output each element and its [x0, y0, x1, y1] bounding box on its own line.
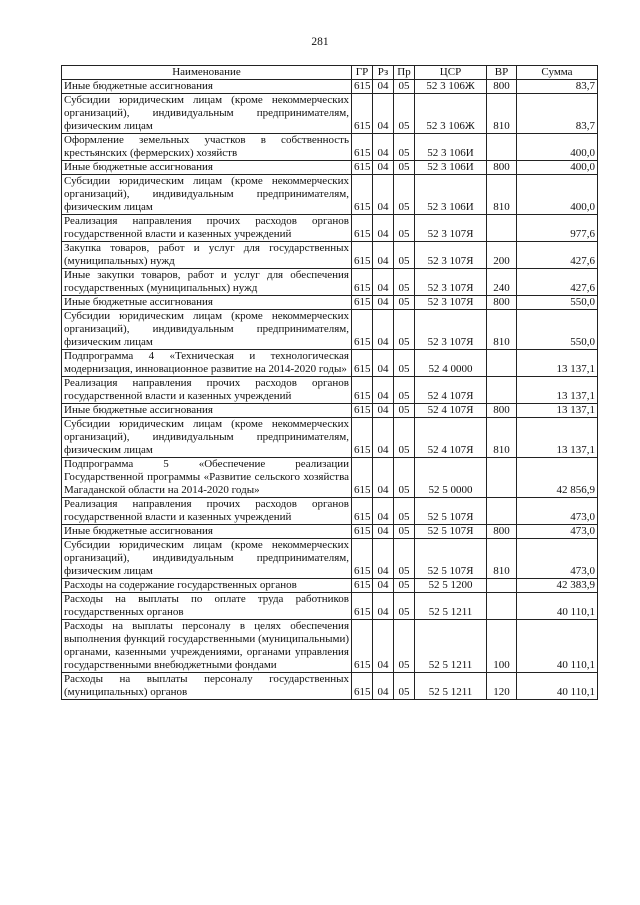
cell-csr: 52 5 1211: [415, 593, 487, 620]
cell-rz: 04: [373, 539, 394, 579]
cell-csr: 52 5 107Я: [415, 525, 487, 539]
cell-rz: 04: [373, 80, 394, 94]
cell-csr: 52 5 107Я: [415, 539, 487, 579]
cell-rz: 04: [373, 161, 394, 175]
cell-vr: 800: [487, 161, 517, 175]
table-row: [62, 161, 598, 175]
cell-vr: 120: [487, 673, 517, 700]
cell-rz: 04: [373, 377, 394, 404]
cell-vr: [487, 498, 517, 525]
cell-name: Иные бюджетные ассигнования: [62, 80, 352, 94]
cell-amount: 400,0: [517, 161, 598, 175]
cell-name: Расходы на выплаты по оплате труда работников государственных органов: [62, 593, 352, 620]
table-row: [62, 404, 598, 418]
cell-gr: 615: [352, 593, 373, 620]
table-row: [62, 525, 598, 539]
table-row: [62, 175, 598, 215]
cell-vr: 810: [487, 418, 517, 458]
cell-pr: 05: [394, 498, 415, 525]
cell-amount: 83,7: [517, 80, 598, 94]
cell-gr: 615: [352, 310, 373, 350]
cell-rz: 04: [373, 94, 394, 134]
cell-pr: 05: [394, 579, 415, 593]
cell-rz: 04: [373, 404, 394, 418]
table-row: [62, 620, 598, 673]
cell-rz: 04: [373, 458, 394, 498]
cell-amount: 13 137,1: [517, 418, 598, 458]
header-rz: Рз: [373, 66, 394, 80]
cell-pr: 05: [394, 134, 415, 161]
cell-csr: 52 3 107Я: [415, 242, 487, 269]
cell-name: Реализация направления прочих расходов органов государственной власти и казенных учреждений: [62, 377, 352, 404]
table-row: [62, 215, 598, 242]
cell-amount: 40 110,1: [517, 593, 598, 620]
cell-amount: 550,0: [517, 310, 598, 350]
cell-rz: 04: [373, 310, 394, 350]
header-gr: ГР: [352, 66, 373, 80]
cell-gr: 615: [352, 673, 373, 700]
header-csr: ЦСР: [415, 66, 487, 80]
table-row: [62, 579, 598, 593]
budget-table: [61, 65, 598, 700]
cell-csr: 52 5 1200: [415, 579, 487, 593]
page-number: 281: [311, 36, 329, 48]
cell-amount: 42 856,9: [517, 458, 598, 498]
cell-gr: 615: [352, 242, 373, 269]
header-pr: Пр: [394, 66, 415, 80]
cell-csr: 52 4 0000: [415, 350, 487, 377]
cell-amount: 473,0: [517, 539, 598, 579]
cell-gr: 615: [352, 458, 373, 498]
cell-csr: 52 3 106И: [415, 175, 487, 215]
cell-rz: 04: [373, 296, 394, 310]
cell-vr: [487, 350, 517, 377]
cell-vr: 800: [487, 80, 517, 94]
cell-rz: 04: [373, 269, 394, 296]
cell-csr: 52 5 1211: [415, 620, 487, 673]
cell-pr: 05: [394, 175, 415, 215]
cell-name: Расходы на содержание государственных органов: [62, 579, 352, 593]
cell-rz: 04: [373, 350, 394, 377]
cell-amount: 13 137,1: [517, 404, 598, 418]
cell-rz: 04: [373, 673, 394, 700]
cell-amount: 42 383,9: [517, 579, 598, 593]
cell-gr: 615: [352, 134, 373, 161]
cell-vr: 810: [487, 539, 517, 579]
cell-amount: 13 137,1: [517, 377, 598, 404]
table-row: [62, 269, 598, 296]
cell-csr: 52 3 106И: [415, 161, 487, 175]
cell-vr: 240: [487, 269, 517, 296]
cell-pr: 05: [394, 94, 415, 134]
cell-name: Подпрограмма 4 «Техническая и технологическая модернизация, инновационное развитие на 2014-2020 годы»: [62, 350, 352, 377]
cell-gr: 615: [352, 175, 373, 215]
cell-rz: 04: [373, 620, 394, 673]
cell-vr: 200: [487, 242, 517, 269]
table-row: [62, 593, 598, 620]
table-header-row: [62, 66, 598, 80]
cell-name: Субсидии юридическим лицам (кроме некоммерческих организаций), индивидуальным предпринимателям, физическим лицам: [62, 94, 352, 134]
cell-gr: 615: [352, 377, 373, 404]
cell-vr: [487, 215, 517, 242]
cell-vr: 800: [487, 404, 517, 418]
cell-name: Закупка товаров, работ и услуг для государственных (муниципальных) нужд: [62, 242, 352, 269]
cell-vr: 810: [487, 94, 517, 134]
table-row: [62, 94, 598, 134]
cell-gr: 615: [352, 404, 373, 418]
cell-amount: 400,0: [517, 134, 598, 161]
cell-name: Субсидии юридическим лицам (кроме некоммерческих организаций), индивидуальным предпринимателям, физическим лицам: [62, 175, 352, 215]
cell-amount: 550,0: [517, 296, 598, 310]
cell-vr: [487, 134, 517, 161]
cell-rz: 04: [373, 498, 394, 525]
cell-gr: 615: [352, 525, 373, 539]
table-row: [62, 80, 598, 94]
cell-csr: 52 3 107Я: [415, 310, 487, 350]
cell-gr: 615: [352, 350, 373, 377]
cell-pr: 05: [394, 418, 415, 458]
cell-name: Реализация направления прочих расходов органов государственной власти и казенных учреждений: [62, 498, 352, 525]
cell-amount: 13 137,1: [517, 350, 598, 377]
cell-csr: 52 4 107Я: [415, 404, 487, 418]
table-row: [62, 539, 598, 579]
cell-rz: 04: [373, 134, 394, 161]
table-row: [62, 134, 598, 161]
cell-vr: 800: [487, 296, 517, 310]
cell-pr: 05: [394, 215, 415, 242]
cell-name: Иные бюджетные ассигнования: [62, 404, 352, 418]
cell-name: Субсидии юридическим лицам (кроме некоммерческих организаций), индивидуальным предпринимателям, физическим лицам: [62, 418, 352, 458]
cell-name: Реализация направления прочих расходов органов государственной власти и казенных учреждений: [62, 215, 352, 242]
cell-vr: [487, 458, 517, 498]
cell-name: Расходы на выплаты персоналу государственных (муниципальных) органов: [62, 673, 352, 700]
cell-pr: 05: [394, 458, 415, 498]
header-amount: Сумма: [517, 66, 598, 80]
cell-gr: 615: [352, 161, 373, 175]
cell-gr: 615: [352, 579, 373, 593]
cell-amount: 473,0: [517, 525, 598, 539]
cell-csr: 52 3 107Я: [415, 296, 487, 310]
cell-name: Субсидии юридическим лицам (кроме некоммерческих организаций), индивидуальным предпринимателям, физическим лицам: [62, 310, 352, 350]
cell-csr: 52 3 106Ж: [415, 94, 487, 134]
cell-vr: [487, 377, 517, 404]
cell-pr: 05: [394, 377, 415, 404]
cell-csr: 52 3 106И: [415, 134, 487, 161]
cell-amount: 473,0: [517, 498, 598, 525]
cell-pr: 05: [394, 80, 415, 94]
cell-csr: 52 4 107Я: [415, 377, 487, 404]
cell-pr: 05: [394, 269, 415, 296]
cell-pr: 05: [394, 161, 415, 175]
cell-rz: 04: [373, 215, 394, 242]
cell-amount: 977,6: [517, 215, 598, 242]
cell-gr: 615: [352, 539, 373, 579]
header-name: Наименование: [62, 66, 352, 80]
cell-amount: 40 110,1: [517, 620, 598, 673]
cell-amount: 427,6: [517, 242, 598, 269]
table-row: [62, 350, 598, 377]
cell-csr: 52 5 1211: [415, 673, 487, 700]
cell-gr: 615: [352, 80, 373, 94]
cell-name: Иные бюджетные ассигнования: [62, 525, 352, 539]
cell-name: Иные бюджетные ассигнования: [62, 296, 352, 310]
cell-gr: 615: [352, 94, 373, 134]
cell-name: Расходы на выплаты персоналу в целях обеспечения выполнения функций государственными (муниципальными) органами, казенными учреждениями, органами управления государственными внебюджетными фондами: [62, 620, 352, 673]
cell-csr: 52 3 107Я: [415, 215, 487, 242]
cell-rz: 04: [373, 175, 394, 215]
cell-csr: 52 3 107Я: [415, 269, 487, 296]
cell-pr: 05: [394, 620, 415, 673]
cell-gr: 615: [352, 215, 373, 242]
cell-pr: 05: [394, 593, 415, 620]
cell-gr: 615: [352, 269, 373, 296]
cell-pr: 05: [394, 310, 415, 350]
cell-pr: 05: [394, 296, 415, 310]
cell-name: Иные бюджетные ассигнования: [62, 161, 352, 175]
table-row: [62, 242, 598, 269]
cell-name: Оформление земельных участков в собственность крестьянских (фермерских) хозяйств: [62, 134, 352, 161]
cell-pr: 05: [394, 242, 415, 269]
table-row: [62, 673, 598, 700]
table-body: [62, 80, 598, 700]
table-row: [62, 458, 598, 498]
cell-rz: 04: [373, 525, 394, 539]
cell-amount: 400,0: [517, 175, 598, 215]
cell-csr: 52 5 107Я: [415, 498, 487, 525]
cell-amount: 40 110,1: [517, 673, 598, 700]
cell-vr: 810: [487, 310, 517, 350]
cell-pr: 05: [394, 539, 415, 579]
cell-csr: 52 4 107Я: [415, 418, 487, 458]
cell-gr: 615: [352, 296, 373, 310]
table-row: [62, 310, 598, 350]
table-row: [62, 296, 598, 310]
cell-rz: 04: [373, 593, 394, 620]
cell-vr: 810: [487, 175, 517, 215]
cell-csr: 52 3 106Ж: [415, 80, 487, 94]
cell-amount: 83,7: [517, 94, 598, 134]
cell-gr: 615: [352, 620, 373, 673]
cell-pr: 05: [394, 404, 415, 418]
cell-pr: 05: [394, 350, 415, 377]
table-row: [62, 377, 598, 404]
cell-csr: 52 5 0000: [415, 458, 487, 498]
cell-rz: 04: [373, 242, 394, 269]
cell-name: Субсидии юридическим лицам (кроме некоммерческих организаций), индивидуальным предпринимателям, физическим лицам: [62, 539, 352, 579]
cell-name: Иные закупки товаров, работ и услуг для обеспечения государственных (муниципальных) нужд: [62, 269, 352, 296]
cell-vr: [487, 579, 517, 593]
cell-vr: 100: [487, 620, 517, 673]
cell-rz: 04: [373, 418, 394, 458]
cell-vr: 800: [487, 525, 517, 539]
cell-gr: 615: [352, 498, 373, 525]
header-vr: ВР: [487, 66, 517, 80]
cell-rz: 04: [373, 579, 394, 593]
table-row: [62, 418, 598, 458]
cell-vr: [487, 593, 517, 620]
cell-name: Подпрограмма 5 «Обеспечение реализации Государственной программы «Развитие сельского хозяйства Магаданской области на 2014-2020 годы»: [62, 458, 352, 498]
cell-amount: 427,6: [517, 269, 598, 296]
cell-gr: 615: [352, 418, 373, 458]
cell-pr: 05: [394, 525, 415, 539]
table-row: [62, 498, 598, 525]
cell-pr: 05: [394, 673, 415, 700]
